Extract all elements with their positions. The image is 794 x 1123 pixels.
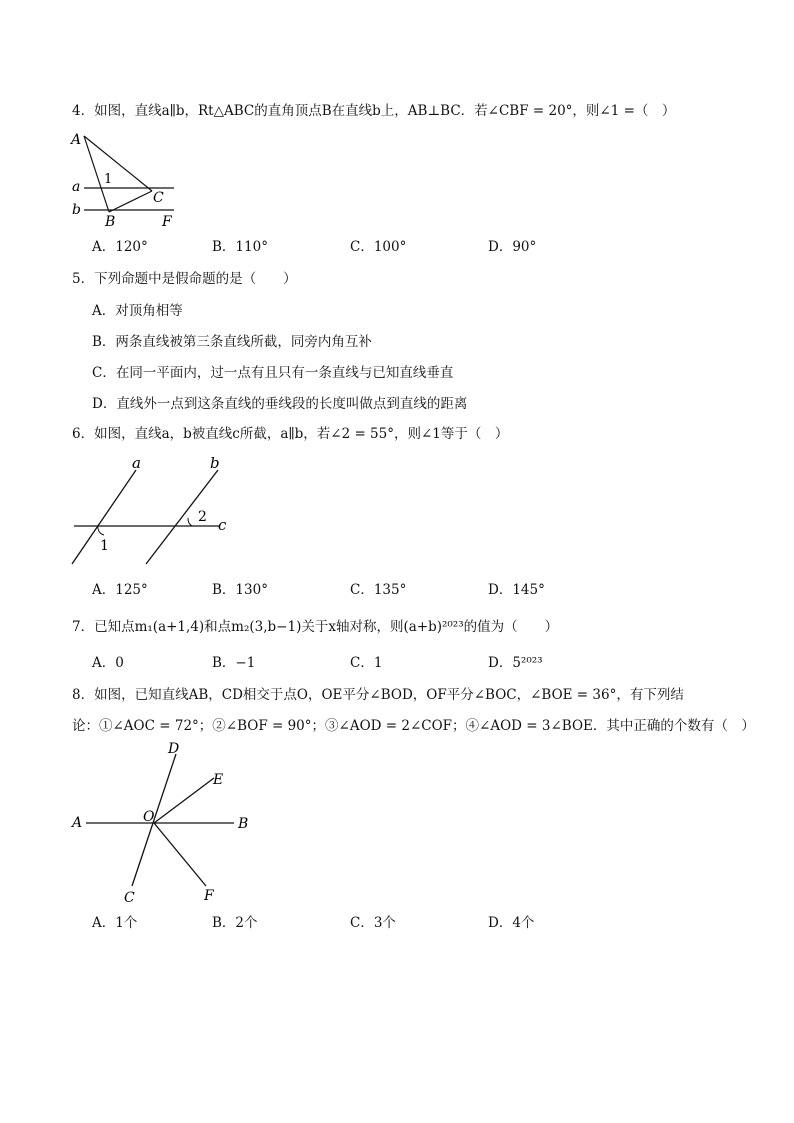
question-4-option-b[interactable]: B．110° <box>212 239 268 255</box>
question-7-option-d[interactable]: D．5²⁰²³ <box>488 655 543 671</box>
figure6-label-b: b <box>210 454 220 472</box>
question-5-option-d[interactable]: D．直线外一点到这条直线的垂线段的长度叫做点到直线的距离 <box>92 396 468 412</box>
figure4-label-C: C <box>153 190 164 206</box>
question-8-option-d[interactable]: D．4个 <box>488 915 535 931</box>
figure8-label-D: D <box>168 741 180 757</box>
figure4-label-angle1: 1 <box>104 172 113 187</box>
question-6-figure <box>66 452 246 572</box>
figure8-label-F: F <box>204 888 214 904</box>
question-6-option-b[interactable]: B．130° <box>212 582 268 598</box>
question-8-figure <box>66 740 266 908</box>
figure4-label-B: B <box>105 214 116 230</box>
figure4-label-a: a <box>72 179 81 195</box>
question-6-option-d[interactable]: D．145° <box>488 582 545 598</box>
question-4-option-c[interactable]: C．100° <box>350 239 407 255</box>
figure4-label-F: F <box>162 214 172 230</box>
question-4-stem: 4．如图，直线a∥b，Rt△ABC的直角顶点B在直线b上，AB⊥BC．若∠CBF = 20°，则∠1 =（ ） <box>72 103 676 119</box>
question-4-option-a[interactable]: A．120° <box>92 239 148 255</box>
question-5-stem: 5．下列命题中是假命题的是（ ） <box>72 271 297 287</box>
question-6-option-a[interactable]: A．125° <box>92 582 148 598</box>
question-5-option-c[interactable]: C．在同一平面内，过一点有且只有一条直线与已知直线垂直 <box>92 365 454 381</box>
question-7-option-b[interactable]: B．−1 <box>212 655 256 671</box>
figure8-label-B: B <box>238 816 249 832</box>
question-4-figure <box>66 128 186 232</box>
question-4-option-d[interactable]: D．90° <box>488 239 537 255</box>
question-8-stem-line-1: 8．如图，已知直线AB，CD相交于点O，OE平分∠BOD，OF平分∠BOC，∠BOE = 36°，有下列结 <box>72 687 684 703</box>
figure6-label-angle1: 1 <box>100 538 109 554</box>
question-5-option-a[interactable]: A．对顶角相等 <box>92 303 183 319</box>
figure8-label-O: O <box>143 809 155 825</box>
figure6-label-a: a <box>132 454 141 472</box>
question-8-option-c[interactable]: C．3个 <box>350 915 396 931</box>
question-6-stem: 6．如图，直线a，b被直线c所截，a∥b，若∠2 = 55°，则∠1等于（ ） <box>72 426 509 442</box>
figure4-label-A: A <box>71 132 82 148</box>
figure8-label-C: C <box>124 890 135 906</box>
figure8-label-E: E <box>213 772 224 788</box>
figure4-label-b: b <box>72 202 81 218</box>
figure6-label-c: c <box>218 516 227 534</box>
figure6-label-angle2: 2 <box>198 509 207 525</box>
question-8-option-b[interactable]: B．2个 <box>212 915 258 931</box>
figure8-label-A: A <box>72 815 83 831</box>
question-8-stem-line-2: 论：①∠AOC = 72°；②∠BOF = 90°；③∠AOD = 2∠COF；④∠AOD = 3∠BOE．其中正确的个数有（ ） <box>72 718 755 734</box>
question-6-option-c[interactable]: C．135° <box>350 582 407 598</box>
question-7-option-c[interactable]: C．1 <box>350 655 383 671</box>
question-8-option-a[interactable]: A．1个 <box>92 915 138 931</box>
question-7-stem: 7．已知点m₁(a+1,4)和点m₂(3,b−1)关于x轴对称，则(a+b)²⁰²³的值为（ ） <box>72 619 559 635</box>
question-7-option-a[interactable]: A．0 <box>92 655 124 671</box>
question-5-option-b[interactable]: B．两条直线被第三条直线所截，同旁内角互补 <box>92 334 372 350</box>
